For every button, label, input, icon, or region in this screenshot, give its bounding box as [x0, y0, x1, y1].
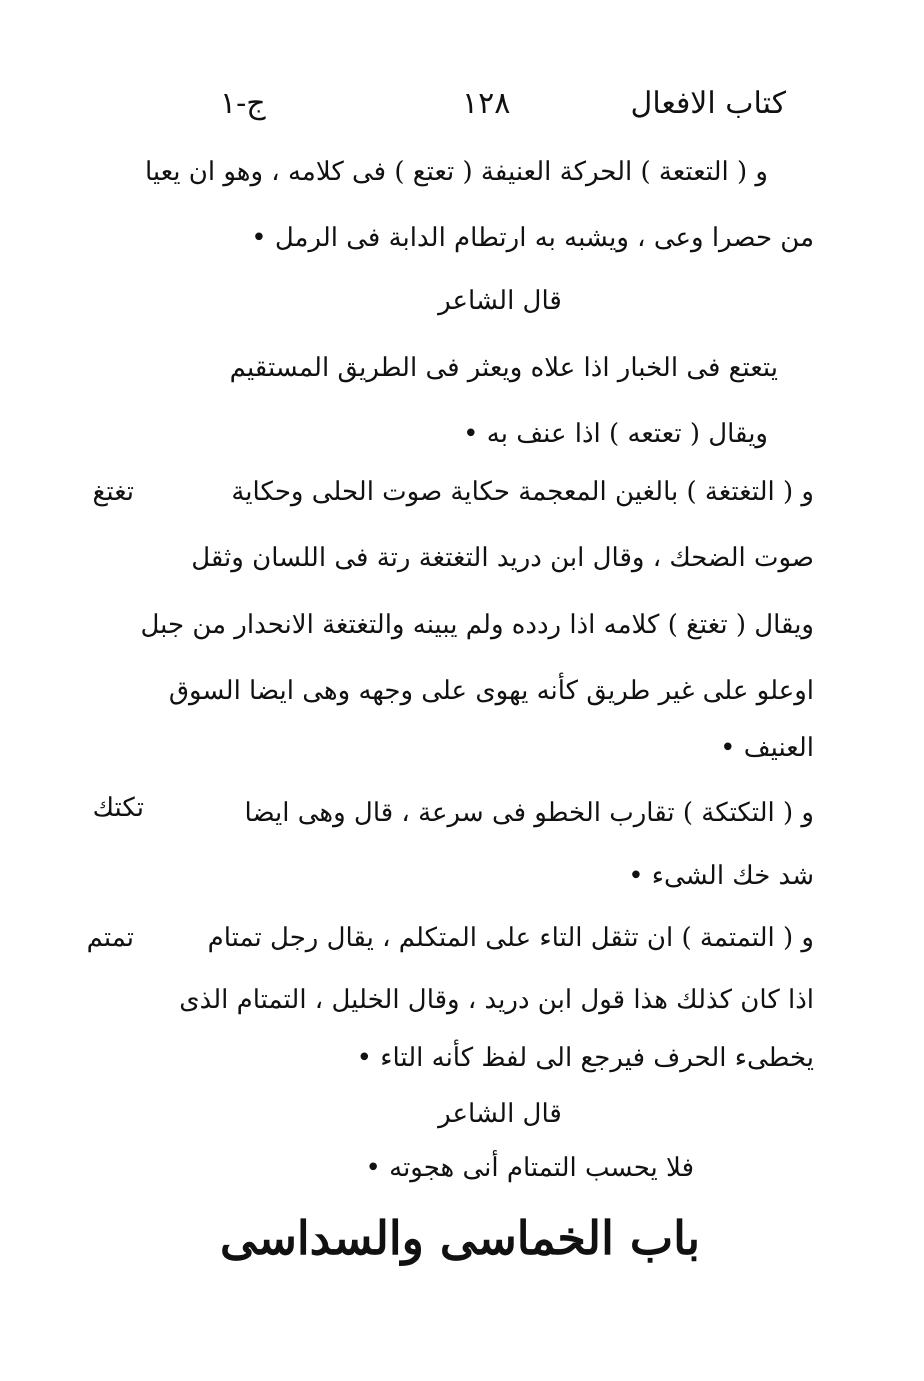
body-line: اذا كان كذلك هذا قول ابن دريد ، وقال الخليل ، التمتام الذى — [179, 985, 814, 1015]
body-line: من حصرا وعى ، ويشبه به ارتطام الدابة فى الرمل • — [251, 223, 814, 253]
body-line: و ( التعتعة ) الحركة العنيفة ( تعتع ) فى كلامه ، وهو ان يعيا — [144, 157, 768, 187]
body-line: يخطىء الحرف فيرجع الى لفظ كأنه التاء • — [356, 1043, 814, 1073]
chapter-heading: باب الخماسى والسداسى — [220, 1211, 700, 1265]
body-line: صوت الضحك ، وقال ابن دريد التغتغة رتة فى اللسان وثقل — [191, 543, 814, 573]
book-title: كتاب الافعال — [630, 86, 786, 121]
verse-intro: قال الشاعر — [438, 1099, 562, 1129]
body-line: و ( التمتمة ) ان تثقل التاء على المتكلم ، يقال رجل تمتام — [207, 923, 814, 953]
verse-intro: قال الشاعر — [438, 286, 562, 316]
margin-headword: تمتم — [86, 923, 134, 953]
verse-line: يتعتع فى الخبار اذا علاه ويعثر فى الطريق المستقيم — [229, 353, 778, 383]
body-line: اوعلو على غير طريق كأنه يهوى على وجهه وهى ايضا السوق — [168, 676, 814, 706]
body-line: العنيف • — [720, 733, 814, 763]
page-number: ١٢٨ — [462, 86, 511, 121]
margin-headword: تغتغ — [92, 477, 134, 507]
volume-number: ج-١ — [220, 86, 266, 121]
body-line: و ( التكتكة ) تقارب الخطو فى سرعة ، قال وهى ايضا — [244, 798, 814, 828]
body-line: ويقال ( تعتعه ) اذا عنف به • — [463, 419, 768, 449]
body-line: شد خك الشىء • — [628, 861, 814, 891]
verse-line: فلا يحسب التمتام أنى هجوته • — [365, 1153, 694, 1183]
body-line: و ( التغتغة ) بالغين المعجمة حكاية صوت الحلى وحكاية — [231, 477, 814, 507]
margin-headword: تكتك — [92, 793, 144, 823]
body-line: ويقال ( تغتغ ) كلامه اذا ردده ولم يبينه والتغتغة الانحدار من جبل — [140, 610, 814, 640]
